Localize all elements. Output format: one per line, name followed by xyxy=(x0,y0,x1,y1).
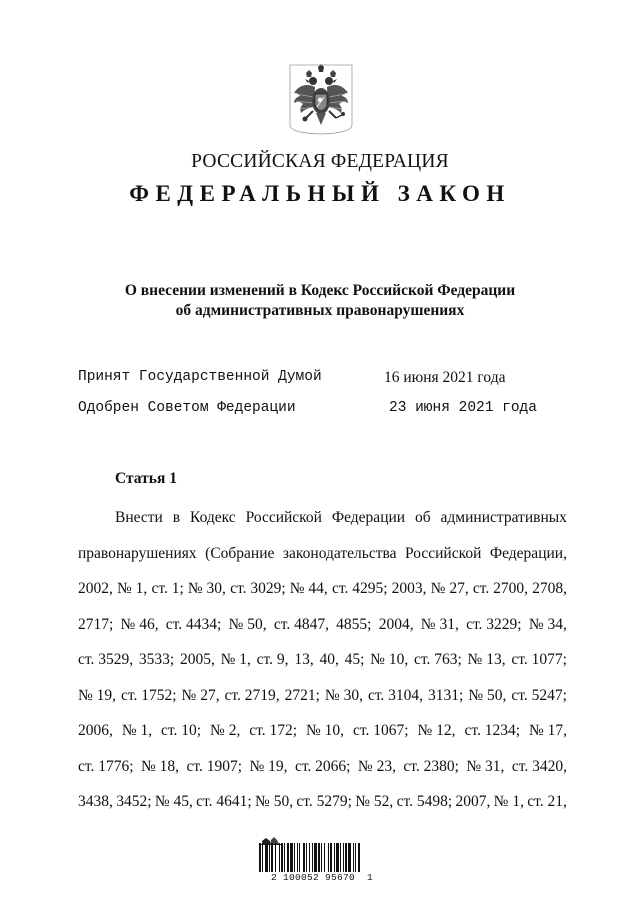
article-word: № 52, xyxy=(355,793,394,810)
law-title-line-1: О внесении изменений в Кодекс Российской Федерации xyxy=(124,282,516,299)
article-word: 3131; xyxy=(428,686,464,704)
article-text-line xyxy=(78,500,567,536)
article-word: ст. 10; xyxy=(161,722,202,739)
article-word: 2004, xyxy=(378,615,414,633)
barcode-bar xyxy=(348,843,351,872)
article-word: Кодекс xyxy=(190,509,236,526)
article-word: № 17, xyxy=(528,722,567,739)
article-word: № 1, xyxy=(121,722,153,739)
article-word: ст. 9, xyxy=(256,651,289,668)
article-word: № 46, xyxy=(120,615,159,633)
article-word: № 50, xyxy=(228,615,267,633)
barcode-bar xyxy=(284,843,285,872)
article-word: № 50, xyxy=(468,686,507,704)
article-word: № 10, xyxy=(306,722,345,739)
article-word: ст. 5498; xyxy=(396,793,453,810)
article-word: 40, xyxy=(319,651,339,668)
article-word: ст. 4434; xyxy=(165,615,222,633)
article-word: ст. 3104, xyxy=(367,686,424,704)
article-word: ст. 4847, xyxy=(273,615,329,633)
article-word: ст. 1234; xyxy=(464,722,520,739)
article-word: № 27, xyxy=(181,686,220,704)
article-word: ст. 1077; xyxy=(511,651,567,668)
article-word: № 1, xyxy=(493,793,524,810)
article-word: № 45, xyxy=(154,793,193,810)
article-word: ст. 1; xyxy=(151,580,184,597)
barcode-bar xyxy=(334,843,335,872)
article-word: (Собрание xyxy=(205,544,275,562)
article-word: законодательства xyxy=(282,544,397,562)
barcode-bar xyxy=(299,843,300,872)
adopted-date: 16 июня 2021 года xyxy=(384,369,506,386)
article-word: ст. 5279; xyxy=(296,793,352,810)
article-word: 2003, xyxy=(391,580,427,597)
article-word: 2005, xyxy=(179,651,215,668)
article-word: в xyxy=(172,509,181,526)
article-word: ст. 3029; xyxy=(230,580,286,597)
barcode-bar xyxy=(340,843,341,872)
barcode-bar xyxy=(290,843,293,872)
barcode-bar xyxy=(345,843,347,872)
article-word: № 12, xyxy=(417,722,456,739)
barcode-bar xyxy=(330,843,332,872)
article-text-line xyxy=(78,678,567,714)
article-word: ст. 1776; xyxy=(78,757,134,775)
article-word: ст. 3229; xyxy=(466,615,522,633)
article-word: № 50, xyxy=(255,793,294,810)
adopted-by-duma-label: Принят Государственной Думой xyxy=(78,369,322,385)
article-word: ст. 2066; xyxy=(294,757,351,775)
article-word: ст. 3529, xyxy=(78,651,134,668)
barcode-bar xyxy=(355,843,356,872)
barcode-bar xyxy=(297,843,298,872)
article-word: № 44, xyxy=(289,580,328,597)
article-text-line xyxy=(78,749,567,785)
approved-by-council-label: Одобрен Советом Федерации xyxy=(78,400,296,416)
article-word: 45; xyxy=(344,651,365,668)
article-word: ст. 2700, xyxy=(472,580,528,597)
article-word: 2007, xyxy=(455,793,491,810)
barcode-bar xyxy=(275,843,276,872)
barcode-bar xyxy=(328,843,329,872)
article-word: ст. 5247; xyxy=(511,686,567,704)
article-word: ст. 172; xyxy=(249,722,298,739)
document-type: ФЕДЕРАЛЬНЫЙ ЗАКОН xyxy=(129,181,511,206)
barcode-bar xyxy=(324,843,325,872)
barcode-icon xyxy=(258,843,386,872)
article-word: № 30, xyxy=(324,686,363,704)
barcode-bar xyxy=(318,843,320,872)
article-word: № 18, xyxy=(140,757,180,775)
article-word: 2006, xyxy=(78,722,113,739)
barcode-bar xyxy=(269,843,270,872)
article-word: 13, xyxy=(294,651,314,668)
article-word: ст. 2719, xyxy=(224,686,280,704)
article-word: ст. 21, xyxy=(527,793,567,810)
article-word: Федерации xyxy=(331,509,406,526)
article-word: Российской xyxy=(404,544,482,562)
article-word: № 13, xyxy=(467,651,506,668)
article-text-line xyxy=(78,607,567,643)
duma-logo-icon xyxy=(260,832,282,842)
article-word: ст. 1067; xyxy=(352,722,409,739)
article-text-line xyxy=(78,784,567,820)
article-word: № 27, xyxy=(430,580,469,597)
article-word: 3438, xyxy=(78,793,113,810)
article-word: Внести xyxy=(115,509,163,526)
barcode-bar xyxy=(303,843,305,872)
article-word: 4855; xyxy=(336,615,372,633)
article-word: ст. 763; xyxy=(413,651,462,668)
article-word: 2708, xyxy=(532,580,567,597)
approved-date: 23 июня 2021 года xyxy=(389,400,537,416)
article-word: Федерации, xyxy=(489,544,567,562)
barcode-bar xyxy=(279,843,280,872)
article-word: административных xyxy=(440,509,567,526)
article-word: № 1, xyxy=(220,651,251,668)
barcode-bar xyxy=(259,843,261,872)
article-word: № 2, xyxy=(210,722,241,739)
article-text-line xyxy=(78,713,567,749)
article-word: ст. 3420, xyxy=(511,757,567,775)
article-word: ст. 1752; xyxy=(121,686,177,704)
barcode-block xyxy=(258,832,386,884)
article-word: № 19, xyxy=(78,686,117,704)
barcode-number: 2 100052 95670 1 xyxy=(270,872,373,883)
article-word: 2721; xyxy=(284,686,320,704)
article-word: № 31, xyxy=(420,615,459,633)
article-word: 3452; xyxy=(116,793,152,810)
barcode-bar xyxy=(262,843,263,872)
barcode-bar xyxy=(294,843,295,872)
article-heading: Статья 1 xyxy=(115,470,177,487)
article-word: Российской xyxy=(245,509,322,526)
barcode-bar xyxy=(353,843,354,872)
article-word: № 10, xyxy=(370,651,409,668)
article-text-line xyxy=(78,642,567,678)
article-word: № 30, xyxy=(187,580,226,597)
law-title xyxy=(0,281,640,321)
barcode-bar xyxy=(312,843,313,872)
article-word: об xyxy=(414,509,431,526)
article-word: ст. 4641; xyxy=(196,793,252,810)
barcode-bar xyxy=(271,843,273,872)
article-text-line xyxy=(78,536,567,572)
article-body xyxy=(78,500,567,820)
article-word: ст. 2380; xyxy=(403,757,459,775)
article-word: ст. 4295; xyxy=(331,580,388,597)
article-word: ст. 1907; xyxy=(186,757,243,775)
barcode-bar xyxy=(309,843,310,872)
barcode-bar xyxy=(321,843,322,872)
barcode-bar xyxy=(314,843,317,872)
article-word: 2717; xyxy=(78,615,114,633)
article-word: правонарушениях xyxy=(78,544,197,562)
article-word: 3533; xyxy=(138,651,175,668)
article-word: № 23, xyxy=(357,757,396,775)
barcode-bar xyxy=(336,843,339,872)
barcode-bar xyxy=(343,843,344,872)
barcode-bar xyxy=(287,843,289,872)
article-word: № 19, xyxy=(249,757,288,775)
article-word: № 1, xyxy=(117,580,148,597)
coat-of-arms-icon xyxy=(289,63,353,135)
country-name: РОССИЙСКАЯ ФЕДЕРАЦИЯ xyxy=(191,151,449,172)
barcode-bar xyxy=(265,843,268,872)
article-word: № 34, xyxy=(528,615,567,633)
article-word: 2002, xyxy=(78,580,113,597)
article-text-line xyxy=(78,571,567,607)
law-title-line-2: об административных правонарушениях xyxy=(175,302,465,319)
barcode-bar xyxy=(306,843,307,872)
article-word: № 31, xyxy=(466,757,505,775)
barcode-bar xyxy=(281,843,283,872)
barcode-bar xyxy=(358,843,360,872)
